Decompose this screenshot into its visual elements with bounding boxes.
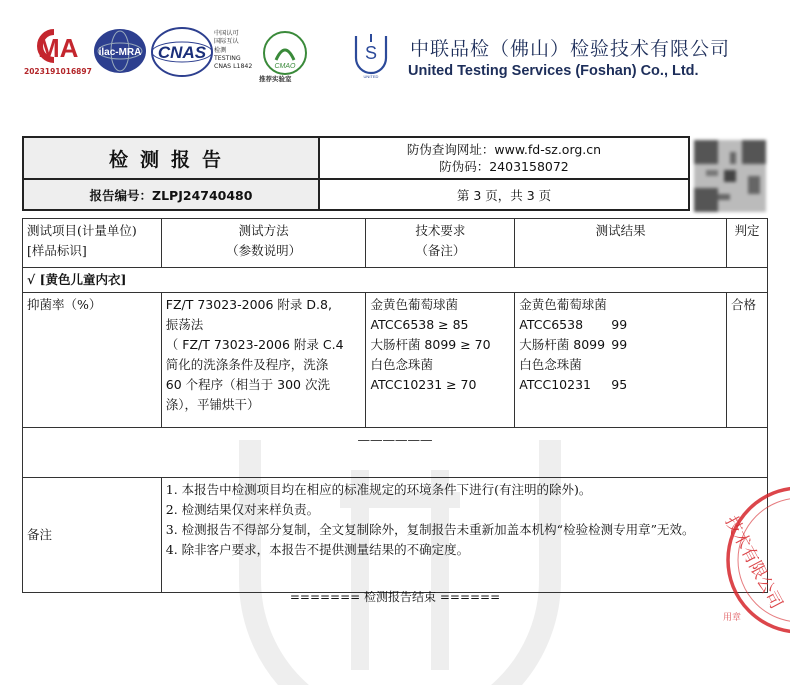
note-item: 2. 检测结果仅对来样负责。 [165,502,320,517]
notes-cell [161,478,767,593]
header-judgement: 判定 [727,219,768,268]
table-row [23,293,768,428]
cma-number: 2023191016897 [24,67,92,76]
requirements-cell: 金黄色葡萄球菌 ATCC6538 ≥ 85 大肠杆菌 8099 ≥ 70 白色念珠菌 ATCC10231 ≥ 70 [366,293,515,428]
svg-text:CNAS: CNAS [157,43,207,62]
company-name-en: United Testing Services (Foshan) Co., Ltd. [408,63,699,79]
report-title: 检测报告 [24,138,320,180]
judgement-cell: 合格 [727,293,768,428]
note-item: 4. 除非客户要求，本报告不提供测量结果的不确定度。 [165,542,470,557]
header-result: 测试结果 [515,219,727,268]
verify-url: 防伪查询网址：www.fd-sz.org.cn [406,142,602,157]
cmao-logo [262,30,308,76]
svg-text:用章: 用章 [723,613,742,623]
page-info: 第 3 页，共 3 页 [456,187,552,203]
header-requirements: 技术要求 （备注） [366,219,515,268]
table-header-row [23,219,768,268]
notes-label: 备注 [23,478,162,593]
svg-text:ilac-MRA: ilac-MRA [98,47,142,58]
cmao-caption: 推荐实验室 [259,75,292,83]
ilac-mra-logo [92,26,148,76]
note-item: 1. 本报告中检测项目均在相应的标准规定的环境条件下进行(有注明的除外)。 [165,482,592,497]
qr-code [694,140,766,212]
separator-line: —————— [23,428,768,478]
cnas-logo [150,26,214,78]
item-cell: 抑菌率（%） [23,293,162,428]
verification-info [320,138,688,180]
results-table [22,218,768,593]
cnas-text: 中国认可 国际互认 检测 TESTING CNAS L1842 [214,30,253,71]
verify-code: 防伪码：2403158072 [439,159,569,174]
svg-text:MA: MA [38,33,79,63]
report-end-marker: ======= 检测报告结束 ====== [289,590,501,604]
svg-text:CMAO: CMAO [274,63,296,70]
uts-logo [348,28,394,80]
company-seal-stamp [705,480,790,655]
header-method: 测试方法 （参数说明） [161,219,366,268]
notes-row [23,478,768,593]
company-name-cn: 中联品检（佛山）检验技术有限公司 [410,38,731,60]
sample-label: √ [黄色儿童内衣] [23,268,768,293]
cma-logo [24,28,90,64]
result-cell: 金黄色葡萄球菌 ATCC6538 99 大肠杆菌 8099 99 白色念珠菌 ATCC10231 95 [515,293,727,428]
note-item: 3. 检测报告不得部分复制，全文复制除外，复制报告未重新加盖本机构“检验检测专用章”无效。 [165,522,695,537]
sample-section-row [23,268,768,293]
method-cell: FZ/T 73023-2006 附录 D.8, 振荡法 （ FZ/T 73023-2006 附录 C.4 简化的洗涤条件及程序，洗涤 60 个程序（相当于 300 次洗 涤），平铺烘干） [161,293,366,428]
svg-text:S: S [364,43,378,63]
svg-text:UNITED: UNITED [363,74,379,79]
report-number: 报告编号：ZLPJ24740480 [24,180,320,209]
svg-text:技术有限公司: 技术有限公司 [720,512,787,613]
header-item: 测试项目(计量单位) [样品标识] [23,219,162,268]
separator-row [23,428,768,478]
